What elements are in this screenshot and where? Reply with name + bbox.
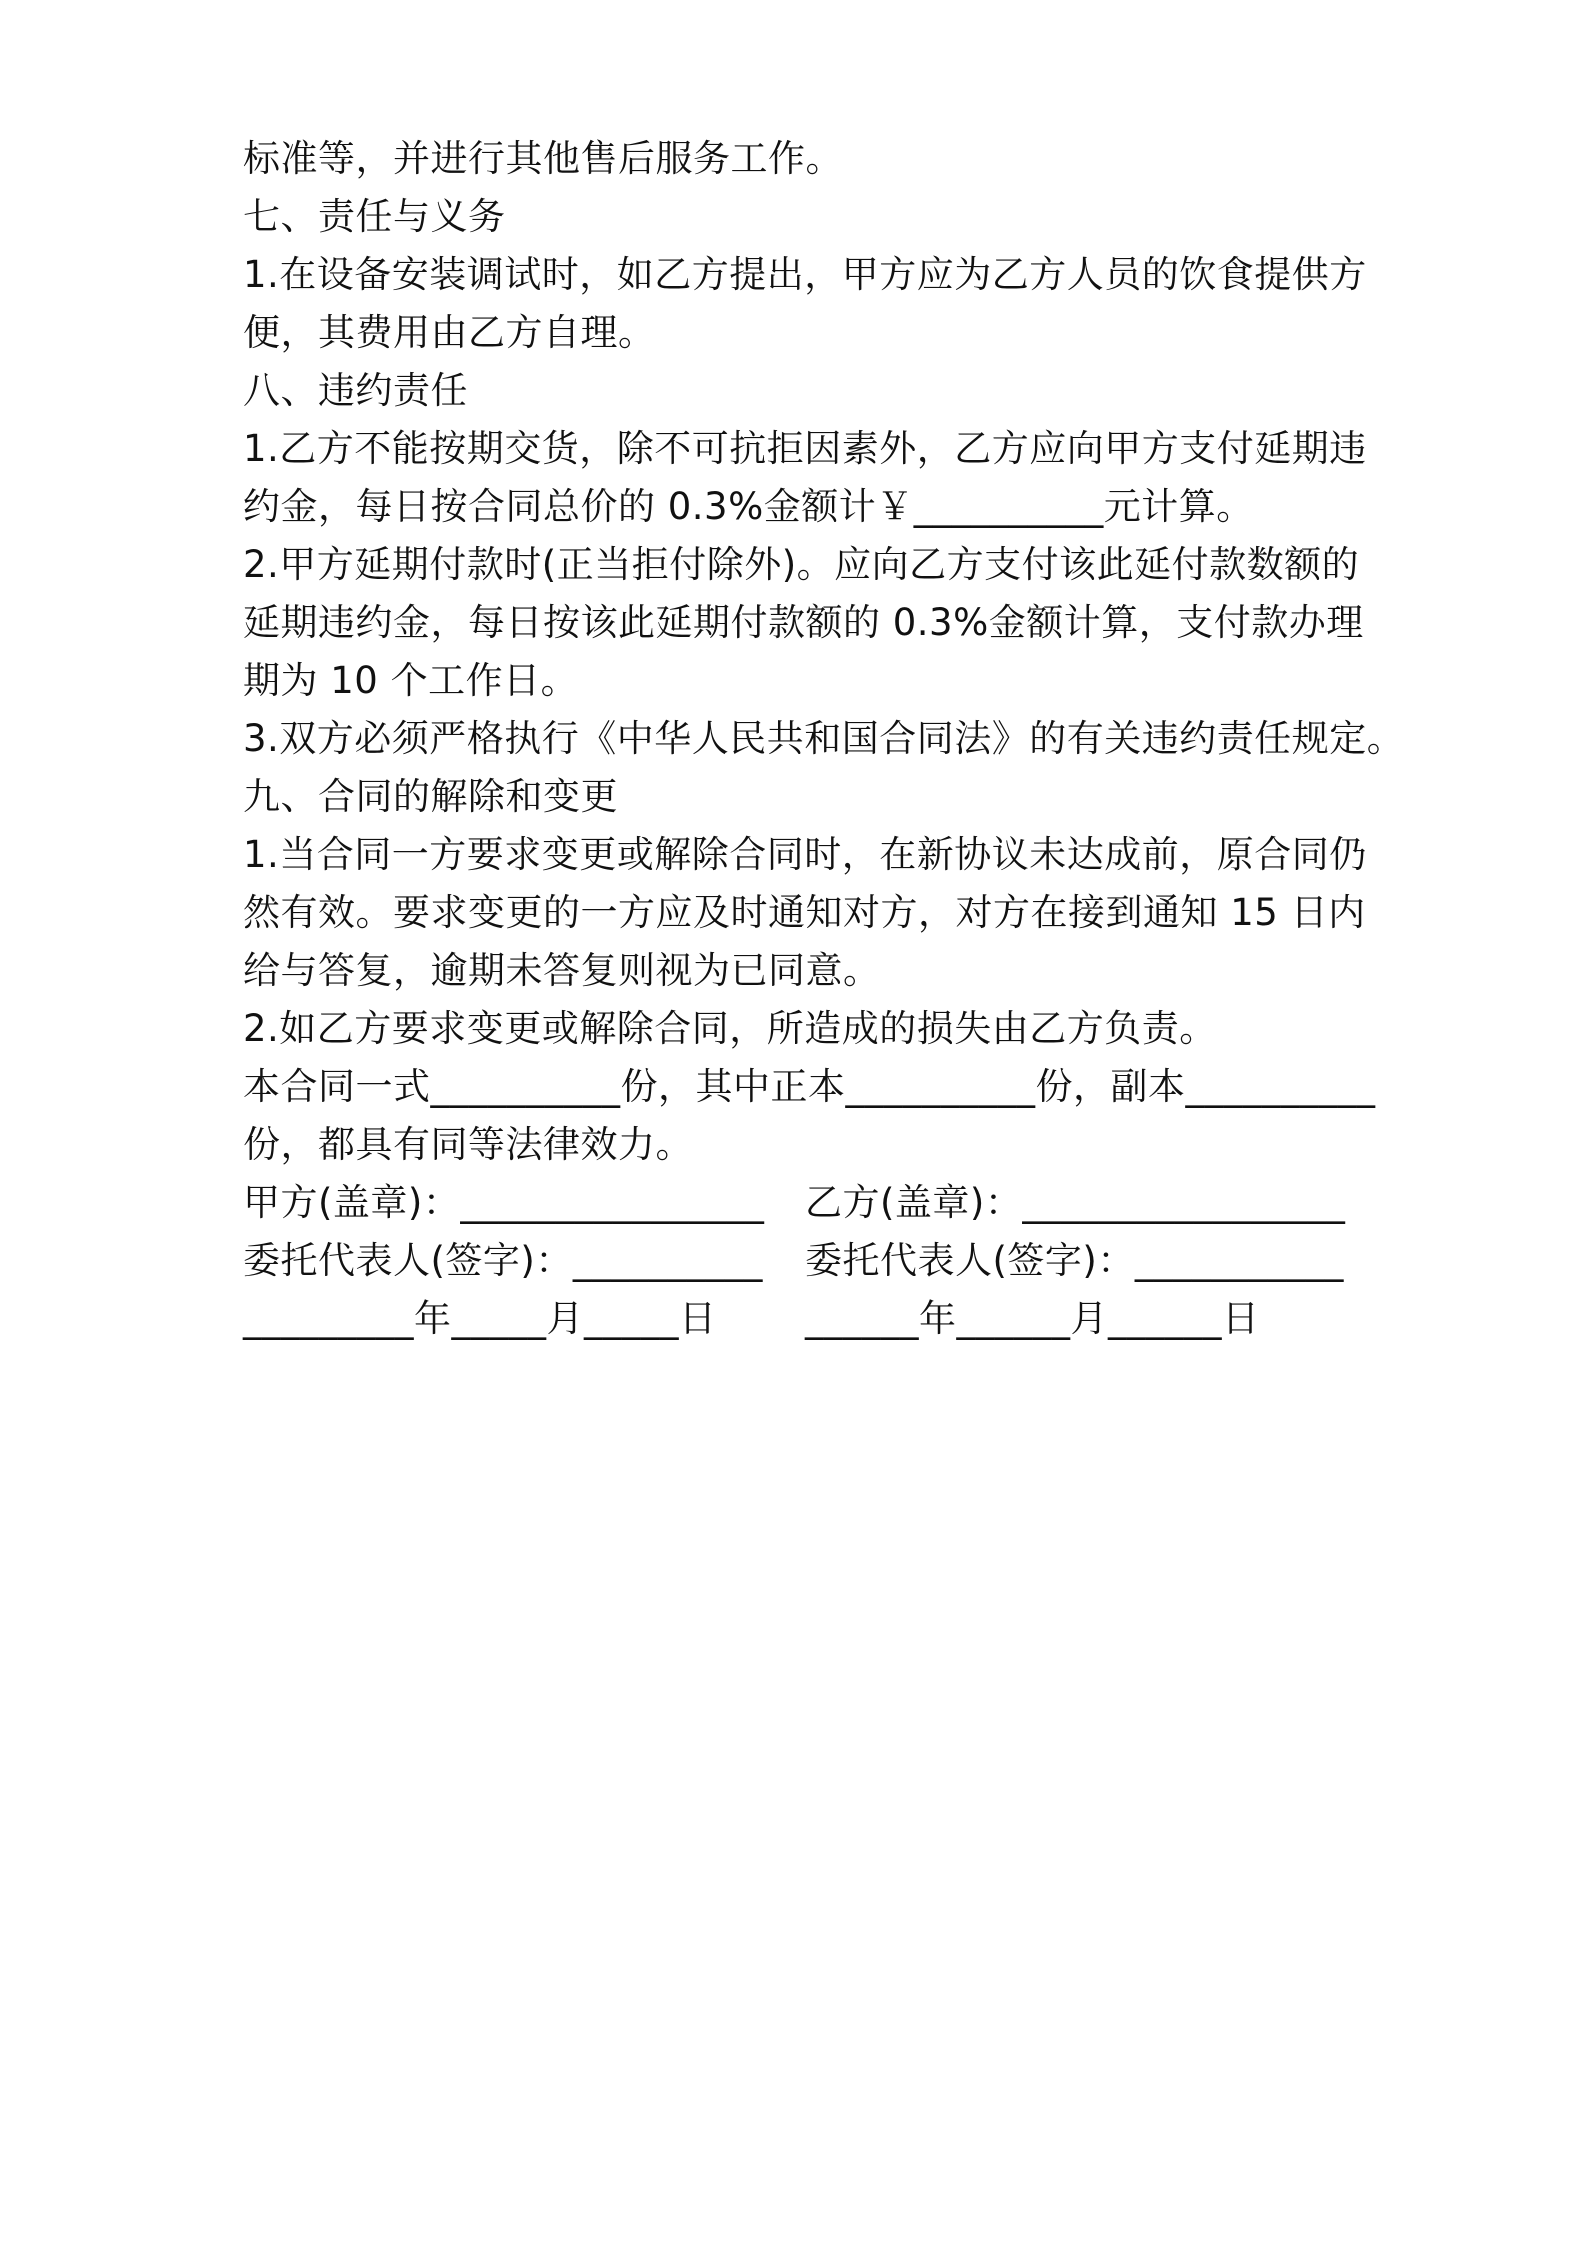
party-a-seal-field: 甲方(盖章)：________________ [243, 1181, 765, 1224]
section-heading: 七、责任与义务 [243, 195, 506, 238]
text-line: 份，都具有同等法律效力。 [243, 1123, 693, 1166]
party-b-seal-field: 乙方(盖章)：_________________ [805, 1181, 1346, 1224]
text-line: 3.双方必须严格执行《中华人民共和国合同法》的有关违约责任规定。 [243, 717, 1405, 760]
text-line: 期为 10 个工作日。 [243, 659, 579, 702]
text-line: 然有效。要求变更的一方应及时通知对方，对方在接到通知 15 日内 [243, 891, 1366, 934]
party-a-date-field: _________年_____月_____日 [243, 1297, 717, 1340]
text-line: 给与答复，逾期未答复则视为已同意。 [243, 949, 881, 992]
text-line: 1.乙方不能按期交货，除不可抗拒因素外，乙方应向甲方支付延期违 [243, 427, 1367, 470]
party-b-representative-field: 委托代表人(签字)：___________ [805, 1239, 1344, 1282]
text-line: 延期违约金，每日按该此延期付款额的 0.3%金额计算，支付款办理 [243, 601, 1364, 644]
party-b-date-field: ______年______月______日 [805, 1297, 1260, 1340]
text-line: 2.甲方延期付款时(正当拒付除外)。应向乙方支付该此延付款数额的 [243, 543, 1360, 586]
party-a-representative-field: 委托代表人(签字)：__________ [243, 1239, 763, 1282]
section-heading: 八、违约责任 [243, 369, 468, 412]
text-line: 约金，每日按合同总价的 0.3%金额计￥__________元计算。 [243, 485, 1254, 528]
section-heading: 九、合同的解除和变更 [243, 775, 618, 818]
text-line: 2.如乙方要求变更或解除合同，所造成的损失由乙方负责。 [243, 1007, 1217, 1050]
text-line: 1.在设备安装调试时，如乙方提出，甲方应为乙方人员的饮食提供方 [243, 253, 1367, 296]
text-line: 标准等，并进行其他售后服务工作。 [243, 137, 843, 180]
text-line: 便，其费用由乙方自理。 [243, 311, 656, 354]
text-line: 1.当合同一方要求变更或解除合同时，在新协议未达成前，原合同仍 [243, 833, 1367, 876]
text-line: 本合同一式__________份，其中正本__________份，副本__________ [243, 1065, 1376, 1108]
